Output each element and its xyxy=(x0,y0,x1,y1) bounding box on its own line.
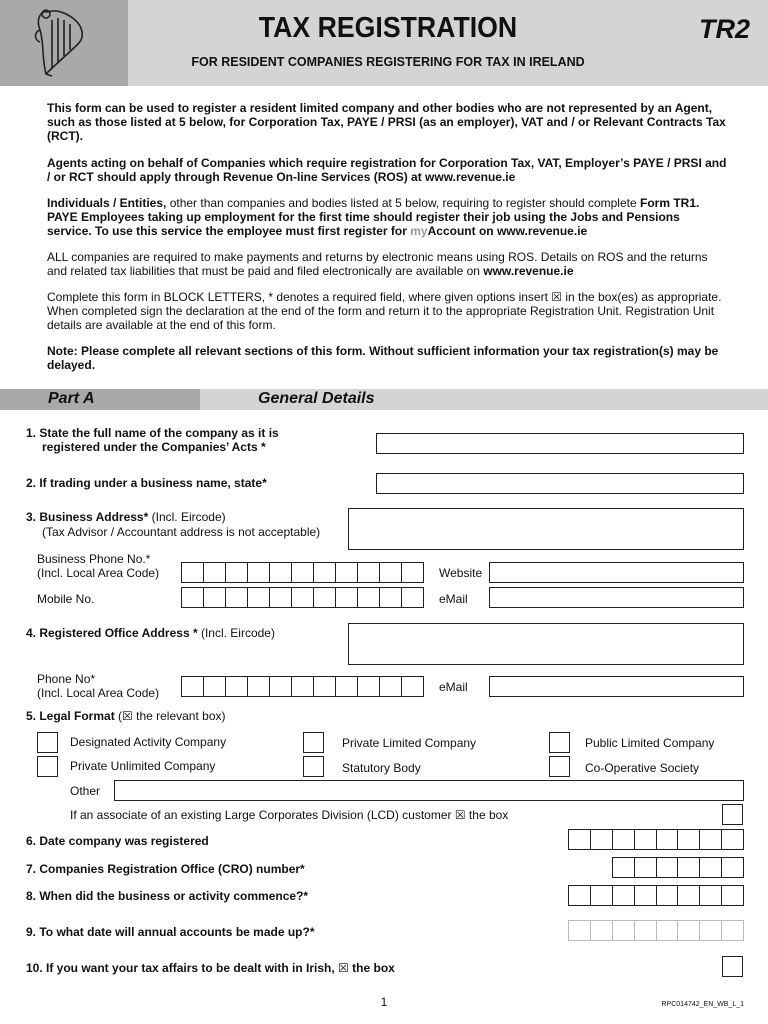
page-number: 1 xyxy=(380,995,388,1009)
registered-office-field[interactable] xyxy=(348,623,744,665)
accounts-date-cells[interactable] xyxy=(568,920,744,941)
intro-paragraph-3 xyxy=(47,196,727,238)
q4-phone-label xyxy=(37,672,159,700)
opt-private-unlimited-label: Private Unlimited Company xyxy=(70,759,216,773)
checkbox-private-limited[interactable] xyxy=(303,732,324,753)
q4-phone-cells[interactable] xyxy=(181,676,424,697)
intro-paragraph-5: Complete this form in BLOCK LETTERS, * denotes a required field, where given options insert ☒ in the box(es) as appropriate. When completed sign the declaration at the end of the form and return it to the appropriate Registration Unit. Registration Unit details are available at the end of this form. xyxy=(47,290,722,332)
part-bar-left xyxy=(0,389,200,410)
q4-label xyxy=(26,626,275,640)
registration-date-cells[interactable] xyxy=(568,829,744,850)
q1-label-line1: 1. State the full name of the company as it is xyxy=(26,426,279,440)
business-address-field[interactable] xyxy=(348,508,744,550)
cro-number-cells[interactable] xyxy=(612,857,744,878)
intro-p3-account: Account on www.revenue.ie xyxy=(427,224,588,238)
intro-p4-link: www.revenue.ie xyxy=(483,264,574,278)
checkbox-coop[interactable] xyxy=(549,756,570,777)
mobile-label: Mobile No. xyxy=(37,592,95,606)
intro-p3-mid: other than companies and bodies listed at 5 below, requiring to register should complete xyxy=(166,196,640,210)
intro-paragraph-2: Agents acting on behalf of Companies which require registration for Corporation Tax, VAT, Employer’s PAYE / PRSI and / or RCT should apply through Revenue On-line Services (ROS) at www.revenue.ie xyxy=(47,156,727,184)
form-subtitle: FOR RESIDENT COMPANIES REGISTERING FOR TAX IN IRELAND xyxy=(191,55,585,69)
q4-phone-label-line1: Phone No* xyxy=(37,672,96,686)
intro-p3-lead: Individuals / Entities, xyxy=(47,196,167,210)
form-reference: RPC014742_EN_WB_L_1 xyxy=(661,1001,744,1008)
intro-paragraph-4 xyxy=(47,250,727,278)
intro-p3-form: Form TR1. PAYE Employees taking up employment for the first time should register their job using the Jobs and Pensions service. To use this service the employee must first register for xyxy=(47,196,700,238)
checkbox-private-unlimited[interactable] xyxy=(37,756,58,777)
q1-label-line2: registered under the Companies’ Acts * xyxy=(42,440,266,454)
website-field[interactable] xyxy=(489,562,744,583)
q2-label: 2. If trading under a business name, state* xyxy=(26,476,267,490)
checkbox-public-limited[interactable] xyxy=(549,732,570,753)
q3-label xyxy=(26,510,226,524)
intro-note: Note: Please complete all relevant sections of this form. Without sufficient information your tax registration(s) may be delayed. xyxy=(47,344,719,372)
form-title: TAX REGISTRATION xyxy=(258,12,518,44)
intro-p3-my: my xyxy=(410,224,428,238)
q4-email-label: eMail xyxy=(439,680,468,694)
q3-note: (Tax Advisor / Accountant address is not acceptable) xyxy=(42,525,321,539)
q1-label xyxy=(26,426,279,454)
q5-label-hint: (☒ the relevant box) xyxy=(114,709,226,723)
q10-label: 10. If you want your tax affairs to be dealt with in Irish, ☒ the box xyxy=(26,961,395,975)
lcd-label: If an associate of an existing Large Corporates Division (LCD) customer ☒ the box xyxy=(70,808,509,822)
opt-statutory-label: Statutory Body xyxy=(342,761,421,775)
opt-public-limited-label: Public Limited Company xyxy=(585,736,715,750)
form-code: TR2 xyxy=(698,14,750,44)
q3-label-eircode: (Incl. Eircode) xyxy=(148,510,226,524)
q6-label: 6. Date company was registered xyxy=(26,834,209,848)
email-label: eMail xyxy=(439,592,468,606)
mobile-cells[interactable] xyxy=(181,587,424,608)
part-title: General Details xyxy=(258,390,375,407)
q4-label-eircode: (Incl. Eircode) xyxy=(197,626,275,640)
checkbox-dac[interactable] xyxy=(37,732,58,753)
commence-date-cells[interactable] xyxy=(568,885,744,906)
q5-label-main: 5. Legal Format xyxy=(26,709,115,723)
checkbox-irish[interactable] xyxy=(722,956,743,977)
opt-private-limited-label: Private Limited Company xyxy=(342,736,477,750)
q5-label xyxy=(26,709,226,723)
q9-label: 9. To what date will annual accounts be made up?* xyxy=(26,925,315,939)
opt-dac-label: Designated Activity Company xyxy=(70,735,227,749)
business-phone-label xyxy=(37,552,159,580)
business-phone-cells[interactable] xyxy=(181,562,424,583)
intro-paragraph-1: This form can be used to register a resident limited company and other bodies who are not represented by an Agent, such as those listed at 5 below, for Corporation Tax, PAYE / PRSI (as an employer), VAT and / or Relevant Contracts Tax (RCT). xyxy=(47,101,726,143)
part-label: Part A xyxy=(48,390,95,407)
q3-label-main: 3. Business Address* xyxy=(26,510,149,524)
business-name-field[interactable] xyxy=(376,473,744,494)
harp-logo xyxy=(0,0,128,86)
opt-coop-label: Co-Operative Society xyxy=(585,761,700,775)
q8-label: 8. When did the business or activity commence?* xyxy=(26,889,309,903)
harp-icon xyxy=(0,0,128,86)
q4-phone-label-line2: (Incl. Local Area Code) xyxy=(37,686,160,700)
q4-email-field[interactable] xyxy=(489,676,744,697)
business-phone-label-line1: Business Phone No.* xyxy=(37,552,151,566)
company-name-field[interactable] xyxy=(376,433,744,454)
intro-p4-text: ALL companies are required to make payments and returns by electronic means using ROS. Details on ROS and the returns and related tax liabilities that must be paid and filed electronically are available on xyxy=(47,250,708,278)
checkbox-lcd[interactable] xyxy=(722,804,743,825)
other-format-field[interactable] xyxy=(114,780,744,801)
opt-other-label: Other xyxy=(70,784,101,798)
website-label: Website xyxy=(439,566,483,580)
email-field[interactable] xyxy=(489,587,744,608)
q7-label: 7. Companies Registration Office (CRO) number* xyxy=(26,862,305,876)
checkbox-statutory-body[interactable] xyxy=(303,756,324,777)
q4-label-main: 4. Registered Office Address * xyxy=(26,626,198,640)
business-phone-label-line2: (Incl. Local Area Code) xyxy=(37,566,160,580)
